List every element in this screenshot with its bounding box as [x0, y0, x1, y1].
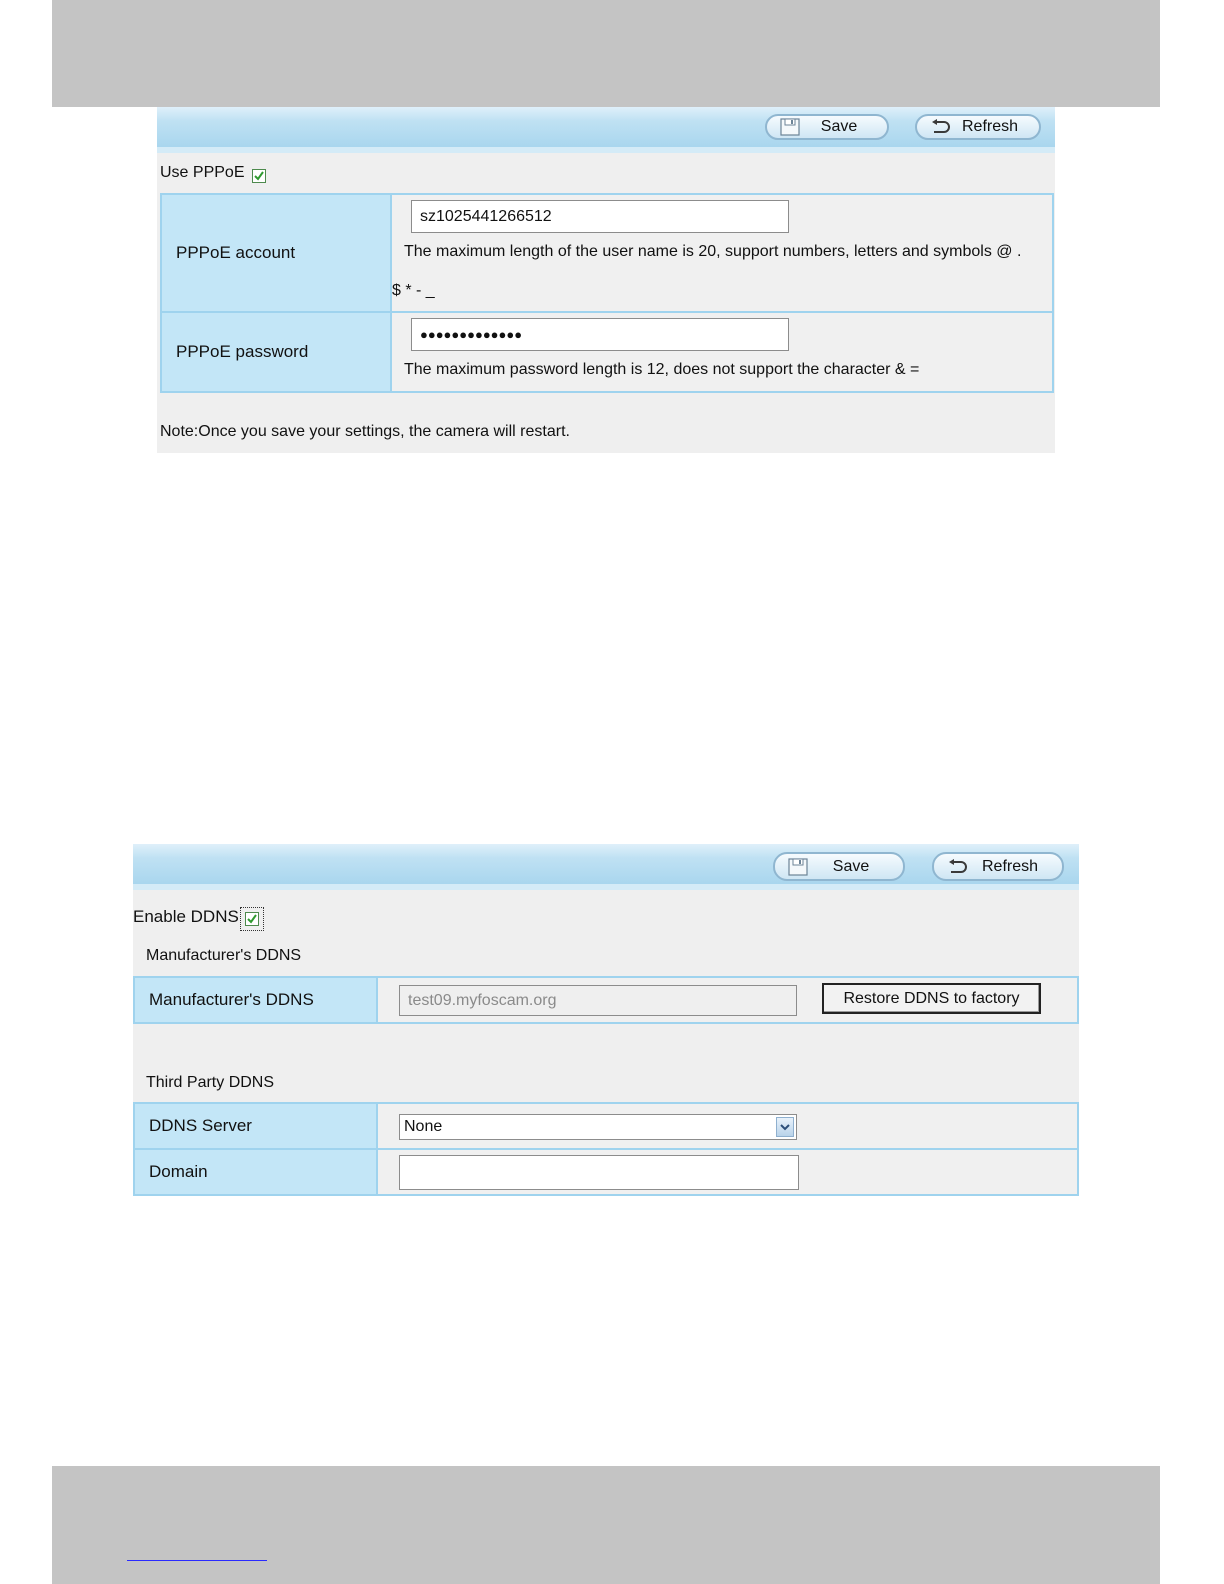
use-pppoe-checkbox[interactable]	[252, 169, 266, 183]
table-row	[161, 194, 1053, 312]
chevron-down-icon	[776, 1117, 794, 1137]
account-help-text: The maximum length of the user name is 20, support numbers, letters and symbols @ .	[404, 243, 1022, 260]
domain-input[interactable]	[399, 1155, 799, 1190]
use-pppoe-label: Use PPPoE	[160, 164, 245, 181]
pppoe-settings-table	[160, 193, 1054, 393]
pppoe-toolbar	[157, 107, 1055, 153]
refresh-button[interactable]: Refresh	[915, 114, 1041, 140]
enable-ddns-checkbox[interactable]	[245, 912, 259, 926]
third-party-ddns-table	[133, 1102, 1079, 1196]
manufacturer-ddns-table	[133, 976, 1079, 1024]
pppoe-panel	[157, 107, 1055, 453]
manufacturer-ddns-label: Manufacturer's DDNS	[149, 990, 314, 1009]
pppoe-account-label: PPPoE account	[176, 243, 296, 262]
refresh-button[interactable]: Refresh	[932, 852, 1064, 881]
table-row	[134, 1103, 1078, 1149]
manufacturer-ddns-input: test09.myfoscam.org	[399, 985, 797, 1016]
save-button[interactable]: Save	[773, 852, 905, 881]
check-icon	[253, 170, 265, 182]
table-row	[134, 1149, 1078, 1195]
third-party-ddns-section-title: Third Party DDNS	[146, 1074, 275, 1091]
save-button[interactable]: Save	[765, 114, 889, 140]
table-row	[161, 312, 1053, 392]
refresh-icon	[927, 118, 953, 136]
manufacturer-ddns-section-title: Manufacturer's DDNS	[146, 947, 302, 964]
ddns-server-select[interactable]: None	[399, 1114, 797, 1140]
refresh-icon	[944, 858, 970, 876]
restore-ddns-button[interactable]: Restore DDNS to factory	[822, 983, 1041, 1014]
enable-ddns-label: Enable DDNS	[133, 907, 239, 926]
ddns-server-label: DDNS Server	[149, 1116, 252, 1135]
table-row	[134, 977, 1078, 1023]
save-icon	[785, 858, 811, 876]
pppoe-account-input[interactable]: sz1025441266512	[411, 200, 789, 233]
account-help-text-continued: $ * - _	[392, 282, 435, 299]
footer-link[interactable]	[127, 1556, 267, 1561]
pppoe-password-label: PPPoE password	[176, 342, 309, 361]
restart-note: Note:Once you save your settings, the camera will restart.	[160, 423, 570, 440]
ddns-toolbar	[133, 844, 1079, 890]
ddns-panel	[133, 844, 1079, 1195]
page-footer-band	[52, 1466, 1160, 1584]
pppoe-password-input[interactable]: ●●●●●●●●●●●●●	[411, 318, 789, 351]
domain-label: Domain	[149, 1162, 208, 1181]
check-icon	[246, 913, 258, 925]
password-help-text: The maximum password length is 12, does not support the character & =	[404, 361, 920, 378]
save-icon	[777, 118, 803, 136]
page-header-band	[52, 0, 1160, 107]
